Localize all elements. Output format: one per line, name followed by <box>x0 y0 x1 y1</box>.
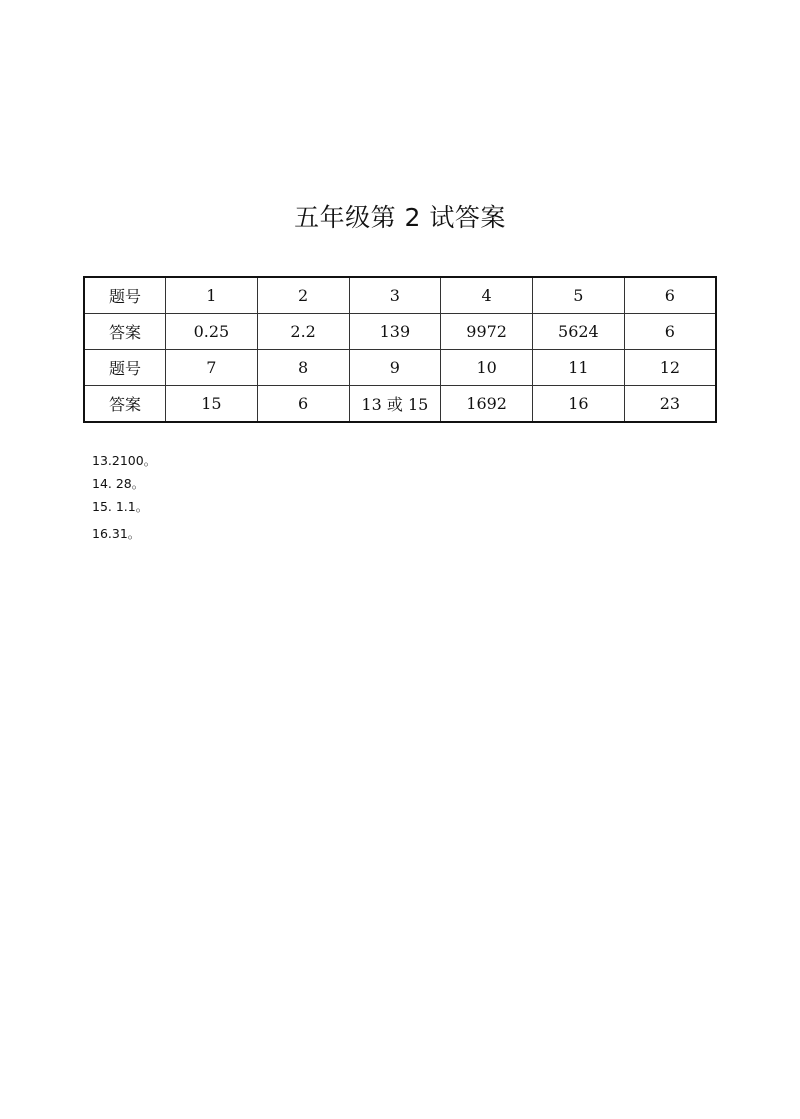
table-cell: 13 或 15 <box>349 386 441 423</box>
note-line: 13.2100。 <box>92 453 157 468</box>
table-cell: 1 <box>166 277 258 314</box>
table-row <box>84 277 716 314</box>
row-label: 答案 <box>84 386 166 423</box>
table-cell: 16 <box>533 386 625 423</box>
table-cell: 23 <box>624 386 716 423</box>
table-row <box>84 314 716 350</box>
page-title: 五年级第 2 试答案 <box>294 203 506 232</box>
table-cell: 10 <box>441 350 533 386</box>
table-cell: 15 <box>166 386 258 423</box>
table-cell: 1692 <box>441 386 533 423</box>
table-cell: 6 <box>624 277 716 314</box>
table-cell: 4 <box>441 277 533 314</box>
table-cell: 6 <box>624 314 716 350</box>
table-cell: 5 <box>533 277 625 314</box>
table-row <box>84 350 716 386</box>
row-label: 题号 <box>84 277 166 314</box>
table-cell: 139 <box>349 314 441 350</box>
table-cell: 11 <box>533 350 625 386</box>
answer-notes <box>92 452 156 548</box>
note-line: 14. 28。 <box>92 476 145 491</box>
table-cell: 9 <box>349 350 441 386</box>
row-label: 答案 <box>84 314 166 350</box>
table-cell: 0.25 <box>166 314 258 350</box>
table-cell: 7 <box>166 350 258 386</box>
row-label: 题号 <box>84 350 166 386</box>
note-line: 16.31。 <box>92 526 141 541</box>
table-cell: 5624 <box>533 314 625 350</box>
answer-table <box>83 276 717 423</box>
table-row <box>84 386 716 423</box>
table-cell: 3 <box>349 277 441 314</box>
table-cell: 2.2 <box>257 314 349 350</box>
table-cell: 8 <box>257 350 349 386</box>
table-cell: 12 <box>624 350 716 386</box>
table-cell: 6 <box>257 386 349 423</box>
note-line: 15. 1.1。 <box>92 499 149 514</box>
table-cell: 9972 <box>441 314 533 350</box>
table-cell: 2 <box>257 277 349 314</box>
